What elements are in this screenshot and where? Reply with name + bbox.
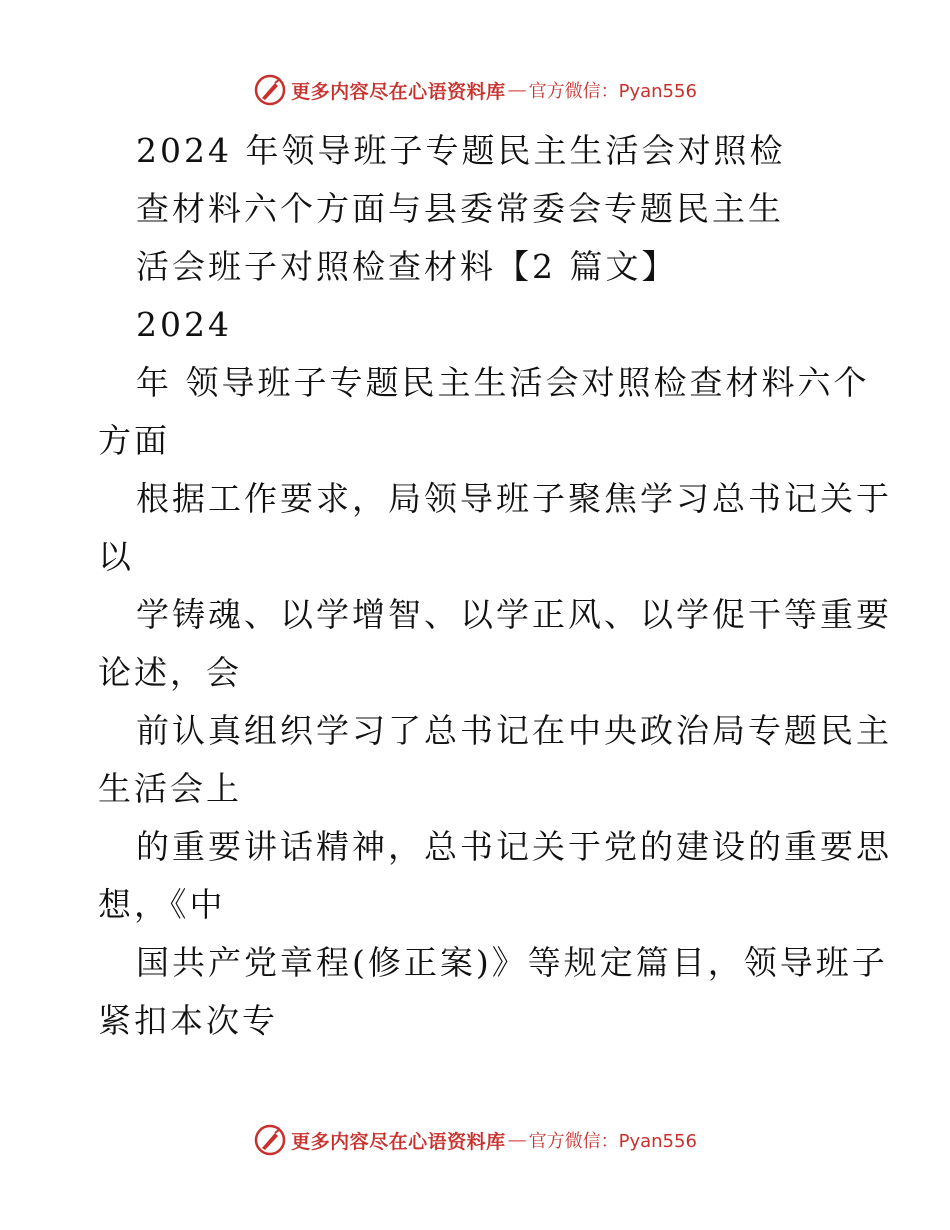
document-body — [98, 122, 892, 1050]
watermark-wechat: 官方微信：Pyan556 — [528, 1131, 697, 1152]
pen-quill-icon — [253, 73, 287, 107]
pen-quill-icon — [253, 1123, 287, 1157]
header-watermark — [0, 70, 950, 110]
watermark-text: 更多内容尽在心语资料库 — [291, 80, 506, 103]
body-line-10: 的重要讲话精神，总书记关于党的建设的重要思 — [136, 827, 892, 866]
body-line-9: 生活会上 — [98, 769, 242, 808]
title-line-3: 活会班子对照检查材料【2 篇文】 — [136, 247, 678, 286]
title-line-2: 查材料六个方面与县委常委会专题民主生 — [136, 189, 784, 228]
body-line-13: 紧扣本次专 — [98, 1001, 278, 1040]
watermark-separator: — — [507, 1129, 527, 1151]
body-line-2: 年 领导班子专题民主生活会对照检查材料六个 — [136, 363, 870, 402]
watermark-separator: — — [507, 79, 527, 101]
body-line-1: 2024 — [136, 305, 232, 344]
body-line-11: 想，《中 — [98, 885, 226, 924]
watermark-text: 更多内容尽在心语资料库 — [291, 1130, 506, 1153]
body-line-6: 学铸魂、以学增智、以学正风、以学促干等重要 — [136, 595, 892, 634]
body-line-12: 国共产党章程(修正案)》等规定篇目，领导班子 — [136, 943, 888, 982]
body-line-7: 论述，会 — [98, 653, 242, 692]
body-line-3: 方面 — [98, 421, 170, 460]
body-line-4: 根据工作要求，局领导班子聚焦学习总书记关于 — [136, 479, 892, 518]
body-line-8: 前认真组织学习了总书记在中央政治局专题民主 — [136, 711, 892, 750]
watermark-wechat: 官方微信：Pyan556 — [528, 81, 697, 102]
footer-watermark — [0, 1120, 950, 1160]
body-line-5: 以 — [98, 537, 134, 576]
title-line-1: 2024 年领导班子专题民主生活会对照检 — [136, 131, 786, 170]
